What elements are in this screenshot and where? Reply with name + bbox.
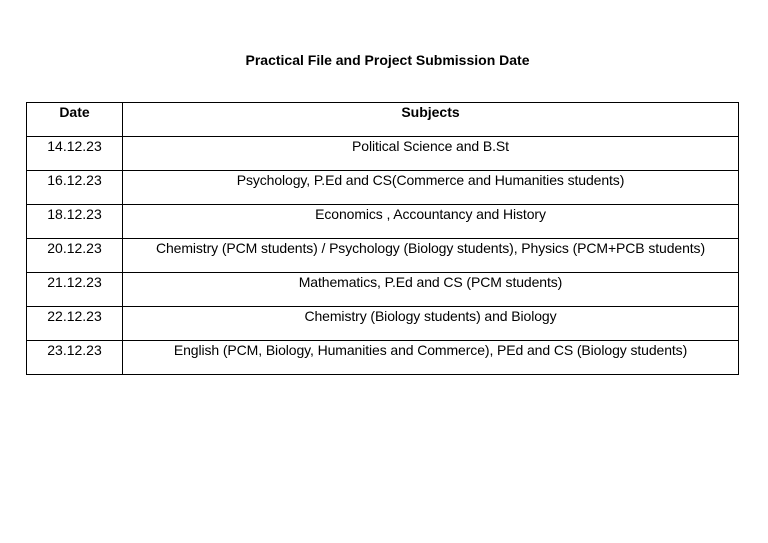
- header-subjects-label: Subjects: [401, 104, 460, 120]
- subjects-value: Psychology, P.Ed and CS(Commerce and Humanities students): [236, 172, 625, 188]
- date-cell: [27, 239, 123, 273]
- document-title: Practical File and Project Submission Date: [245, 52, 530, 68]
- date-cell: [27, 205, 123, 239]
- subjects-value: Chemistry (Biology students) and Biology: [304, 308, 557, 324]
- subjects-cell: [123, 341, 739, 375]
- header-date-label: Date: [59, 104, 90, 120]
- table-row: [27, 171, 739, 205]
- subjects-value: English (PCM, Biology, Humanities and Commerce), PEd and CS (Biology students): [173, 342, 688, 358]
- subjects-cell: [123, 171, 739, 205]
- date-value: 14.12.23: [47, 138, 102, 154]
- date-value: 23.12.23: [47, 342, 102, 358]
- subjects-value: Political Science and B.St: [352, 138, 509, 154]
- submission-schedule-table: [26, 102, 739, 375]
- date-cell: [27, 273, 123, 307]
- date-value: 16.12.23: [47, 172, 102, 188]
- date-cell: [27, 341, 123, 375]
- table-header-row: [27, 103, 739, 137]
- subjects-cell: [123, 239, 739, 273]
- table-row: [27, 239, 739, 273]
- date-value: 20.12.23: [47, 240, 102, 256]
- subjects-cell: [123, 307, 739, 341]
- subjects-cell: [123, 273, 739, 307]
- subjects-cell: [123, 205, 739, 239]
- date-cell: [27, 171, 123, 205]
- date-value: 22.12.23: [47, 308, 102, 324]
- table-row: [27, 307, 739, 341]
- table-row: [27, 273, 739, 307]
- date-value: 21.12.23: [47, 274, 102, 290]
- subjects-cell: [123, 137, 739, 171]
- subjects-value: Mathematics, P.Ed and CS (PCM students): [298, 274, 563, 290]
- subjects-value: Economics , Accountancy and History: [315, 206, 546, 222]
- table-row: [27, 341, 739, 375]
- date-cell: [27, 137, 123, 171]
- date-cell: [27, 307, 123, 341]
- date-value: 18.12.23: [47, 206, 102, 222]
- header-subjects: [123, 103, 739, 137]
- subjects-value: Chemistry (PCM students) / Psychology (Biology students), Physics (PCM+PCB students): [155, 240, 706, 256]
- header-date: [27, 103, 123, 137]
- table-row: [27, 137, 739, 171]
- table-row: [27, 205, 739, 239]
